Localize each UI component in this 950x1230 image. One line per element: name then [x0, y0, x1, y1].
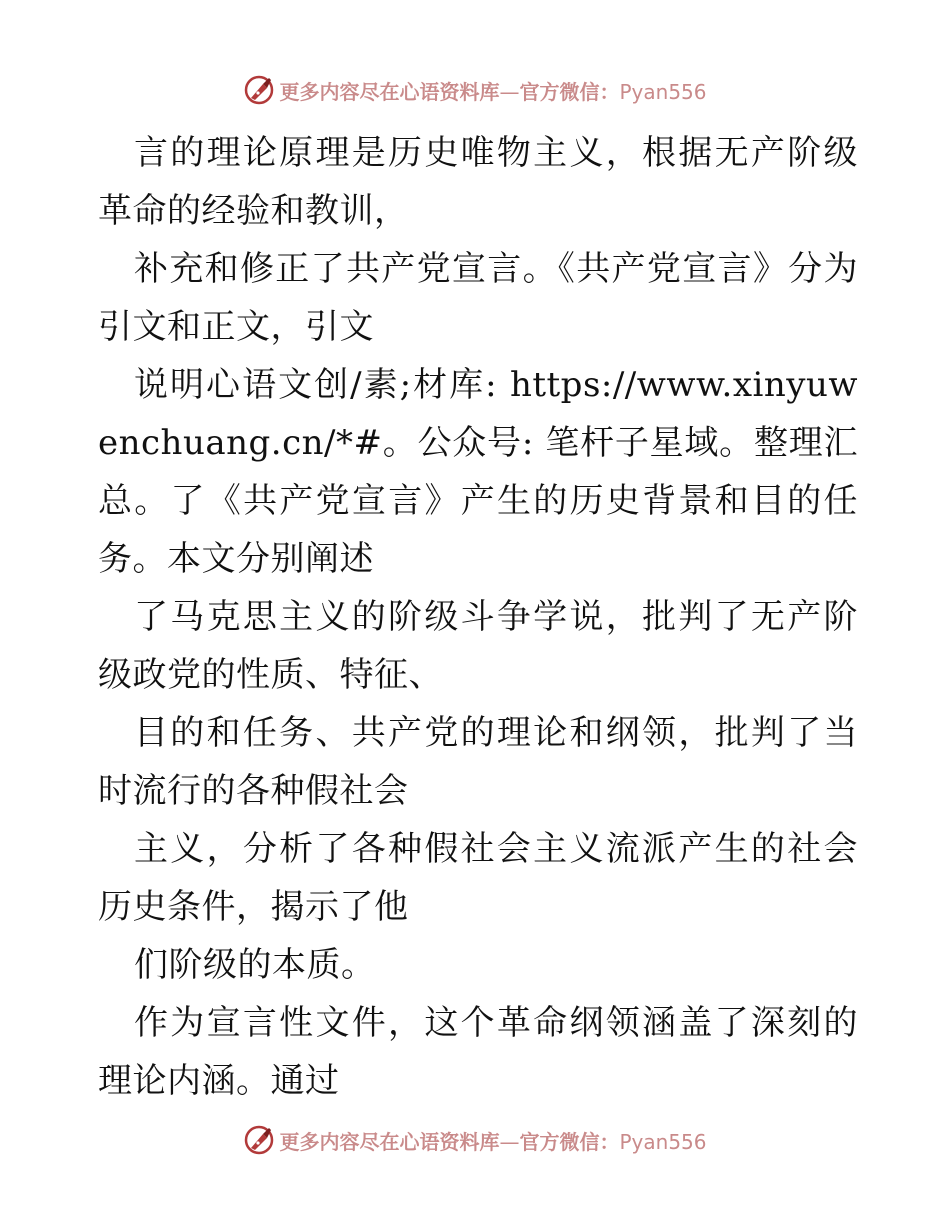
banner-wechat-id: Pyan556	[619, 79, 707, 104]
paragraph-4: 了马克思主义的阶级斗争学说，批判了无产阶级政党的性质、特征、	[98, 597, 858, 695]
banner-site-name: 更多内容尽在心语资料库	[279, 1129, 500, 1154]
banner-dash: —	[499, 1129, 520, 1154]
paragraph-8: 作为宣言性文件，这个革命纲领涵盖了深刻的理论内涵。通过	[98, 1003, 858, 1101]
paragraph-1: 言的理论原理是历史唯物主义，根据无产阶级革命的经验和教训，	[98, 133, 858, 231]
paragraph-6: 主义，分析了各种假社会主义流派产生的社会历史条件，揭示了他	[98, 829, 858, 927]
paragraph-5: 目的和任务、共产党的理论和纲领，批判了当时流行的各种假社会	[98, 713, 858, 811]
pen-nib-logo-icon	[243, 1124, 275, 1156]
banner-text	[279, 76, 706, 105]
banner-dash: —	[499, 79, 520, 104]
banner-site-name: 更多内容尽在心语资料库	[279, 79, 500, 104]
paragraph-2: 补充和修正了共产党宣言。《共产党宣言》分为引文和正文，引文	[98, 249, 858, 347]
banner-text	[279, 1126, 706, 1155]
banner-wechat-id: Pyan556	[619, 1129, 707, 1154]
document-body	[98, 124, 858, 1110]
banner-wechat-label: 官方微信：	[519, 79, 620, 104]
banner-wechat-label: 官方微信：	[519, 1129, 620, 1154]
paragraph-7: 们阶级的本质。	[134, 945, 376, 985]
header-watermark-banner	[0, 70, 950, 110]
pen-nib-logo-icon	[243, 74, 275, 106]
footer-watermark-banner	[0, 1120, 950, 1160]
paragraph-3: 说明心语文创/素;材库: https://www.xinyuwenchuang.cn/*#。公众号: 笔杆子星域。整理汇总。了《共产党宣言》产生的历史背景和目的任务。本文分别阐述	[98, 365, 858, 579]
